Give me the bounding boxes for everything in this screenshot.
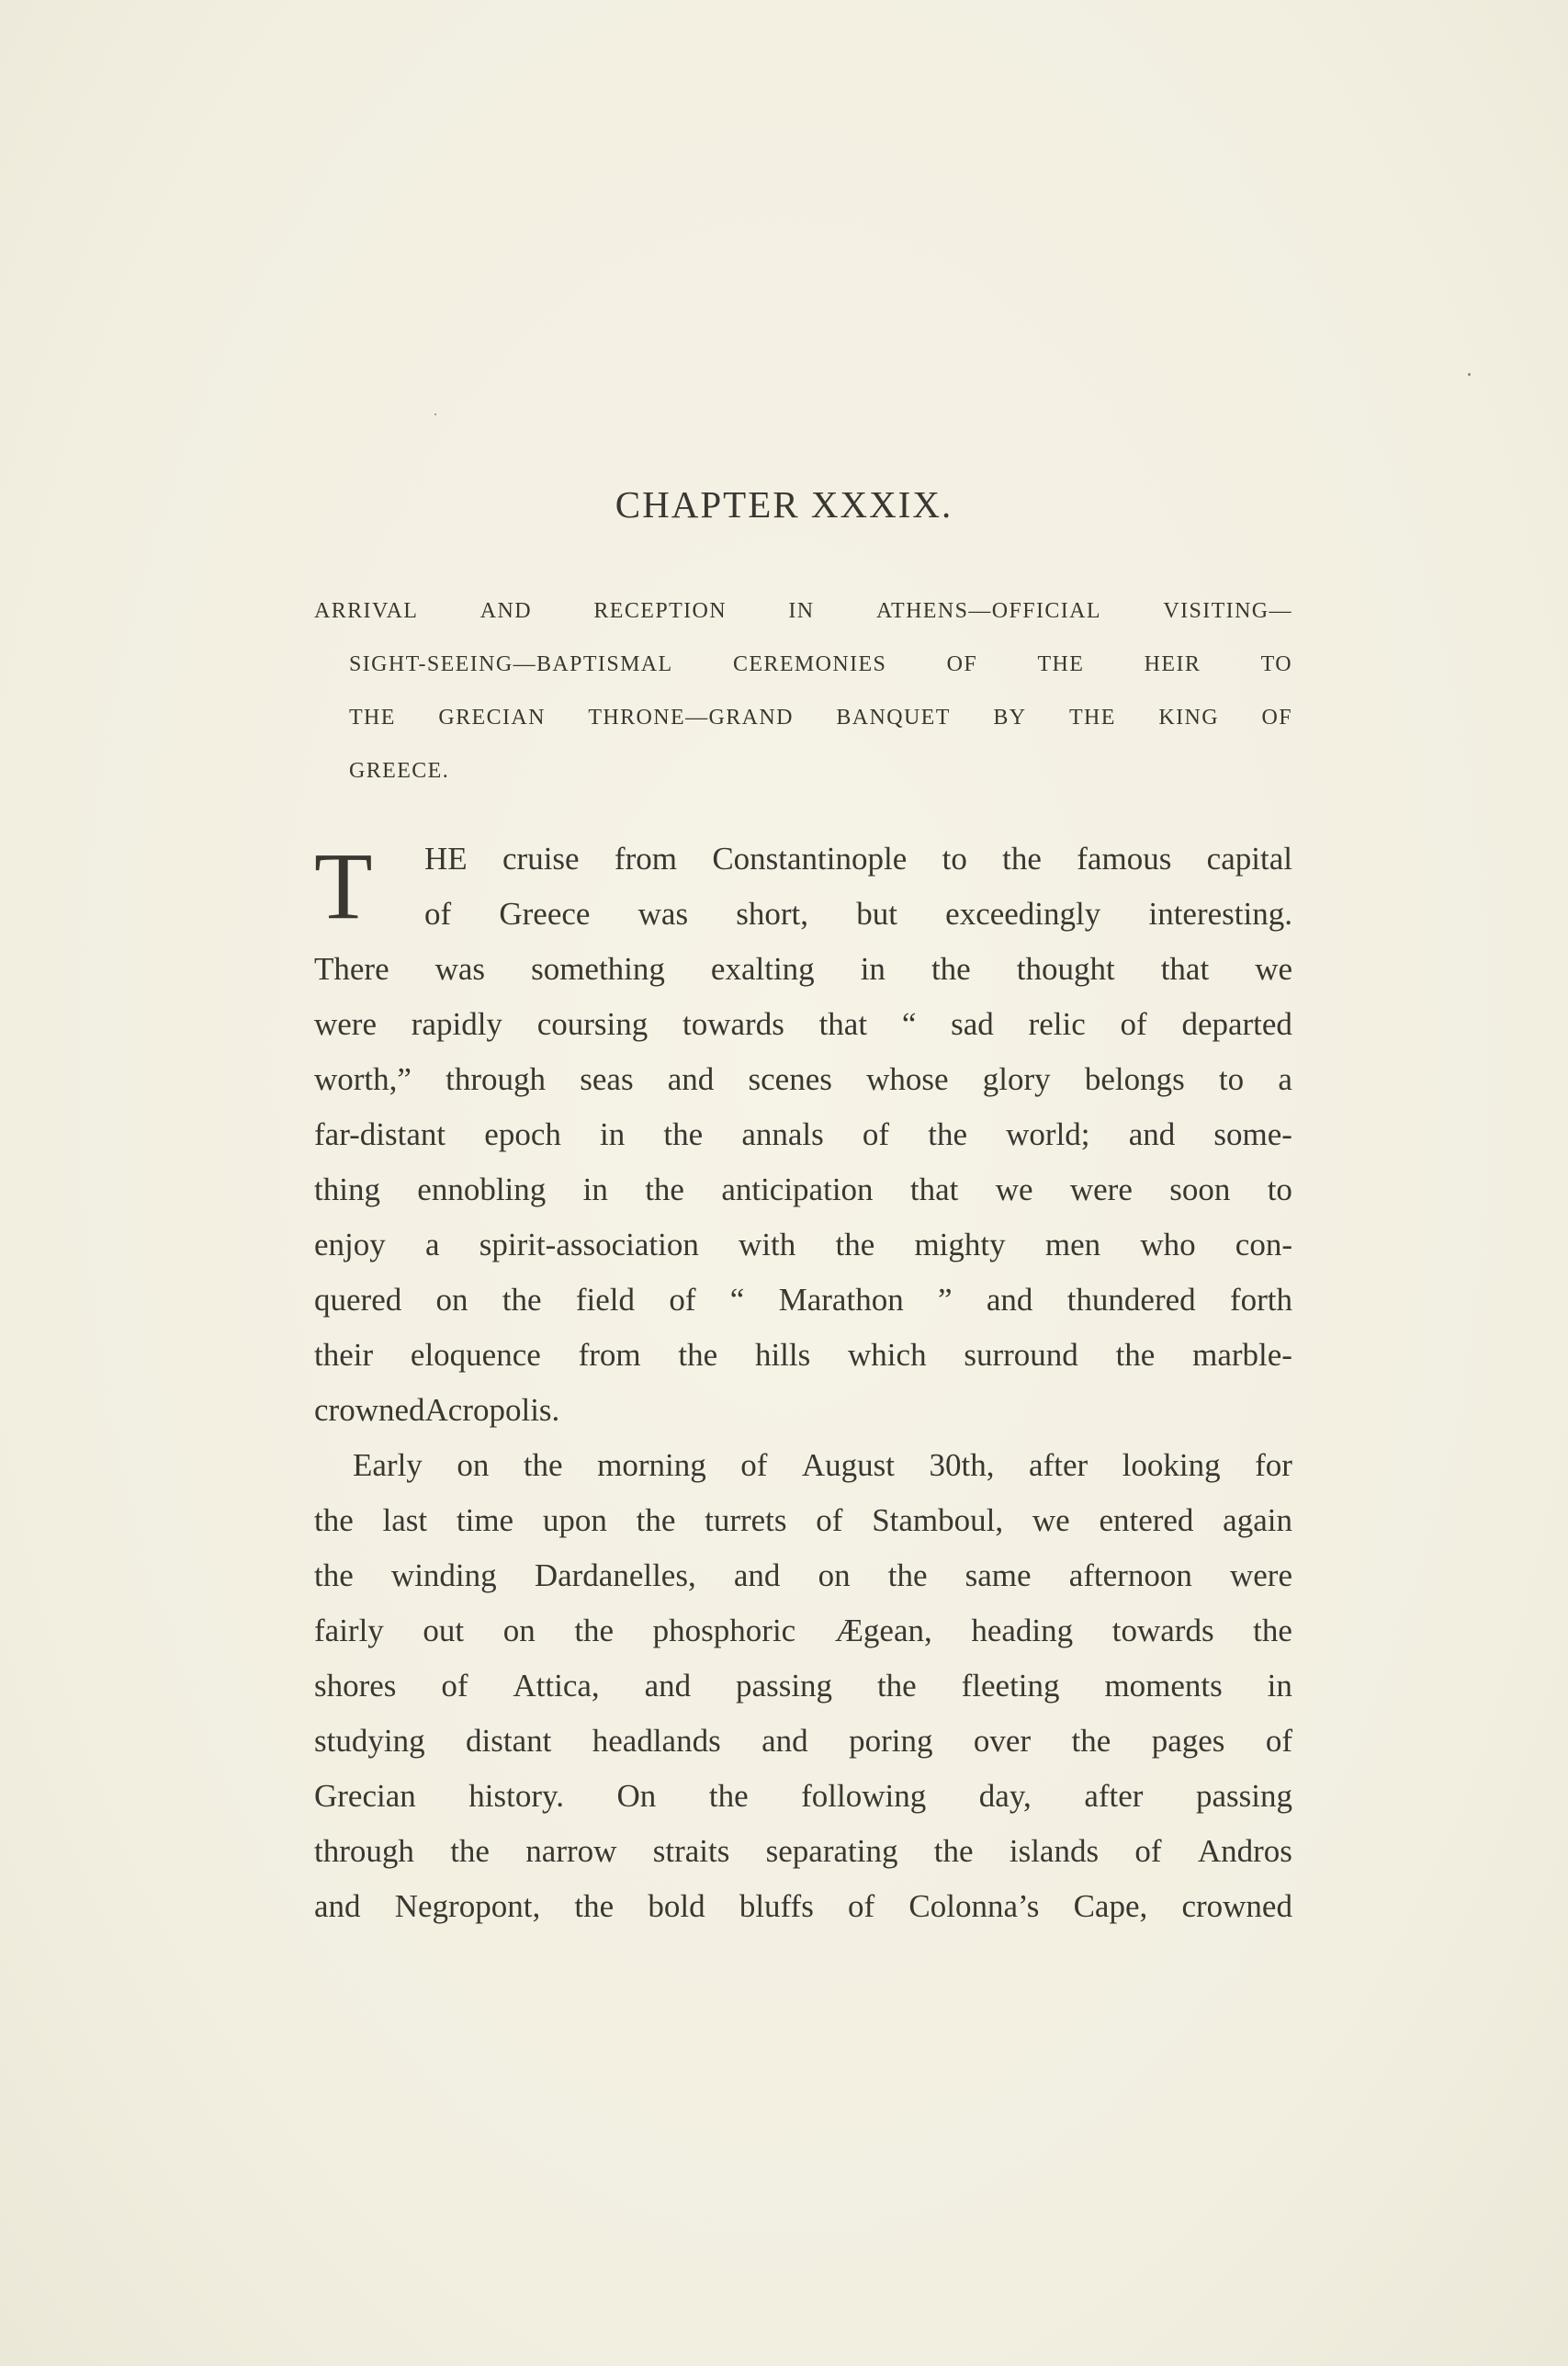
- word: capital: [1206, 841, 1292, 877]
- word: through: [314, 1833, 414, 1869]
- word: out: [423, 1613, 465, 1648]
- summary-line: [314, 584, 1292, 638]
- word: belongs: [1084, 1061, 1185, 1097]
- word: who: [1140, 1227, 1196, 1262]
- word: turrets: [705, 1502, 787, 1538]
- word: straits: [652, 1833, 730, 1869]
- text-line: [314, 832, 1292, 887]
- summary-line: [314, 638, 1292, 691]
- summary-word: OF: [946, 652, 978, 676]
- word: Attica,: [513, 1668, 600, 1704]
- word: “: [729, 1282, 745, 1318]
- word: passing: [1195, 1778, 1292, 1814]
- word: men: [1044, 1227, 1101, 1262]
- word: short,: [736, 896, 809, 932]
- word: soon: [1169, 1172, 1231, 1207]
- word: Constantinople: [712, 841, 908, 877]
- word: the: [636, 1502, 676, 1538]
- word: of: [1265, 1723, 1292, 1759]
- word: of: [441, 1668, 468, 1704]
- text-line: [314, 1328, 1292, 1383]
- summary-word: RECEPTION: [593, 599, 727, 623]
- word: seas: [580, 1061, 634, 1097]
- word: departed: [1181, 1006, 1292, 1042]
- word: last: [382, 1502, 428, 1538]
- summary-word: BY: [993, 706, 1027, 730]
- paper-speck: [1468, 373, 1471, 376]
- word: Greece: [499, 896, 591, 932]
- word: on: [457, 1447, 490, 1483]
- word: we: [995, 1172, 1033, 1207]
- summary-word: SIGHT-SEEING—BAPTISMAL: [349, 652, 673, 676]
- summary-word: IN: [788, 599, 815, 623]
- word: their: [314, 1337, 374, 1373]
- word: of: [816, 1502, 843, 1538]
- word: upon: [542, 1502, 607, 1538]
- chapter-title: CHAPTER XXXIX.: [615, 483, 953, 526]
- word: interesting.: [1148, 896, 1292, 932]
- word: was: [434, 951, 486, 987]
- summary-word: OF: [1261, 706, 1292, 730]
- text-line: [314, 1714, 1292, 1769]
- word: in: [860, 951, 886, 987]
- word: Negropont,: [394, 1888, 541, 1924]
- word: with: [739, 1227, 796, 1262]
- word: the: [678, 1337, 718, 1373]
- word: whose: [866, 1061, 949, 1097]
- word: and: [1128, 1116, 1176, 1152]
- word: following: [801, 1778, 927, 1814]
- word: of: [848, 1888, 875, 1924]
- paragraph-2: [314, 1438, 1292, 1934]
- text-line: [314, 1162, 1292, 1217]
- word: Colonna’s: [908, 1888, 1040, 1924]
- word: the: [314, 1557, 354, 1593]
- word: of: [862, 1116, 890, 1152]
- word: in: [600, 1116, 626, 1152]
- word: relic: [1028, 1006, 1086, 1042]
- word: the: [314, 1502, 354, 1538]
- word: worth,”: [314, 1061, 412, 1097]
- word: world;: [1006, 1116, 1090, 1152]
- word: Stamboul,: [872, 1502, 1004, 1538]
- text-line: [314, 1603, 1292, 1658]
- text-line: [314, 887, 1292, 942]
- word: towards: [1111, 1613, 1214, 1648]
- word: narrow: [525, 1833, 617, 1869]
- word: studying: [314, 1723, 425, 1759]
- word: the: [523, 1447, 563, 1483]
- word: in: [582, 1172, 608, 1207]
- word: bold: [648, 1888, 705, 1924]
- word: HE: [424, 841, 468, 877]
- word: from: [578, 1337, 641, 1373]
- word: heading: [971, 1613, 1074, 1648]
- word: cruise: [502, 841, 580, 877]
- word: the: [450, 1833, 490, 1869]
- word: that: [1160, 951, 1210, 987]
- text-line: [314, 1493, 1292, 1548]
- summary-word: GREECE.: [349, 759, 450, 783]
- word: the: [645, 1172, 684, 1207]
- word: were: [1069, 1172, 1133, 1207]
- word: scenes: [748, 1061, 832, 1097]
- word: entered: [1099, 1502, 1194, 1538]
- word: islands: [1009, 1833, 1100, 1869]
- word: day,: [978, 1778, 1032, 1814]
- summary-word: ARRIVAL: [314, 599, 419, 623]
- word: sad: [951, 1006, 994, 1042]
- word: the: [931, 951, 971, 987]
- word: pages: [1151, 1723, 1225, 1759]
- text-line: [314, 1052, 1292, 1107]
- word: but: [856, 896, 897, 932]
- word: the: [887, 1557, 928, 1593]
- word: “: [901, 1006, 917, 1042]
- text-line: [314, 1438, 1292, 1493]
- word: anticipation: [721, 1172, 874, 1207]
- word: exalting: [710, 951, 815, 987]
- summary-word: THE: [1068, 706, 1116, 730]
- word: winding: [390, 1557, 497, 1593]
- word: of: [1120, 1006, 1147, 1042]
- summary-word: CEREMONIES: [732, 652, 887, 676]
- word: we: [1032, 1502, 1070, 1538]
- paper-speck: [434, 413, 436, 415]
- word: annals: [741, 1116, 824, 1152]
- word: towards: [682, 1006, 784, 1042]
- word: spirit-association: [479, 1227, 699, 1262]
- chapter-body: [314, 832, 1292, 1934]
- word: Andros: [1197, 1833, 1292, 1869]
- text-line: [314, 1217, 1292, 1273]
- word: on: [435, 1282, 468, 1318]
- word: to: [1218, 1061, 1245, 1097]
- paragraph-1: [314, 832, 1292, 1438]
- word: that: [818, 1006, 868, 1042]
- word: on: [818, 1557, 851, 1593]
- word: passing: [736, 1668, 833, 1704]
- word: after: [1084, 1778, 1144, 1814]
- drop-cap: T: [314, 833, 373, 939]
- word: and: [761, 1723, 808, 1759]
- word: and: [733, 1557, 781, 1593]
- word: marble-: [1192, 1337, 1292, 1373]
- word: On: [616, 1778, 657, 1814]
- summary-word: TO: [1260, 652, 1292, 676]
- word: quered: [314, 1282, 402, 1318]
- word: Cape,: [1073, 1888, 1148, 1924]
- word: separating: [765, 1833, 898, 1869]
- word: bluffs: [739, 1888, 814, 1924]
- word: There: [314, 951, 389, 987]
- word: August: [801, 1447, 896, 1483]
- summary-line: [314, 744, 1292, 798]
- word: was: [637, 896, 689, 932]
- word: of: [424, 896, 452, 932]
- word: crowned: [1181, 1888, 1292, 1924]
- text-line: [314, 1273, 1292, 1328]
- summary-word: HEIR: [1144, 652, 1201, 676]
- word: Dardanelles,: [534, 1557, 696, 1593]
- word: history.: [468, 1778, 564, 1814]
- word: over: [973, 1723, 1032, 1759]
- word: on: [502, 1613, 536, 1648]
- summary-word: AND: [479, 599, 532, 623]
- word: distant: [466, 1723, 552, 1759]
- word: and: [644, 1668, 692, 1704]
- word: the: [835, 1227, 875, 1262]
- word: we: [1255, 951, 1292, 987]
- word: 30th,: [929, 1447, 995, 1483]
- word: the: [928, 1116, 967, 1152]
- word: far-distant: [314, 1116, 446, 1152]
- summary-word: GRECIAN: [438, 706, 546, 730]
- summary-word: BANQUET: [836, 706, 951, 730]
- word: ”: [938, 1282, 953, 1318]
- text-line: [314, 1658, 1292, 1714]
- word: again: [1223, 1502, 1292, 1538]
- word: the: [574, 1888, 615, 1924]
- word: a: [424, 1227, 440, 1262]
- summary-word: ATHENS—OFFICIAL: [875, 599, 1101, 623]
- word: to: [1267, 1172, 1292, 1207]
- word: exceedingly: [945, 896, 1101, 932]
- word: eloquence: [410, 1337, 541, 1373]
- word: and: [314, 1888, 361, 1924]
- word: thing: [314, 1172, 380, 1207]
- word: field: [575, 1282, 636, 1318]
- text-line: [314, 997, 1292, 1052]
- word: looking: [1122, 1447, 1221, 1483]
- word: famous: [1077, 841, 1172, 877]
- word: thought: [1016, 951, 1115, 987]
- summary-word: THRONE—GRAND: [588, 706, 794, 730]
- word: the: [933, 1833, 974, 1869]
- word: surround: [964, 1337, 1078, 1373]
- word: moments: [1104, 1668, 1223, 1704]
- word: the: [502, 1282, 542, 1318]
- word: the: [663, 1116, 704, 1152]
- word: the: [1071, 1723, 1111, 1759]
- word: coursing: [536, 1006, 649, 1042]
- text-line: [314, 1383, 1292, 1438]
- word: to: [942, 841, 967, 877]
- word: and: [986, 1282, 1033, 1318]
- word: after: [1029, 1447, 1089, 1483]
- word: in: [1267, 1668, 1292, 1704]
- word: the: [1253, 1613, 1292, 1648]
- summary-word: THE: [349, 706, 396, 730]
- word: mighty: [914, 1227, 1006, 1262]
- word: the: [1002, 841, 1042, 877]
- word: for: [1255, 1447, 1292, 1483]
- word: some-: [1213, 1116, 1292, 1152]
- word: epoch: [484, 1116, 561, 1152]
- text-line: [314, 1879, 1292, 1934]
- word: phosphoric: [652, 1613, 796, 1648]
- word: morning: [597, 1447, 706, 1483]
- word: were: [1229, 1557, 1292, 1593]
- text-line: [314, 942, 1292, 997]
- word: Early: [353, 1447, 423, 1483]
- summary-line: [314, 691, 1292, 744]
- word: the: [708, 1778, 749, 1814]
- word: crowned: [314, 1392, 425, 1428]
- word: shores: [314, 1668, 397, 1704]
- word: afternoon: [1068, 1557, 1192, 1593]
- word: enjoy: [314, 1227, 386, 1262]
- word: same: [964, 1557, 1032, 1593]
- word: through: [446, 1061, 547, 1097]
- word: of: [669, 1282, 696, 1318]
- word: fleeting: [961, 1668, 1060, 1704]
- word: time: [456, 1502, 514, 1538]
- word: con-: [1235, 1227, 1292, 1262]
- word: hills: [754, 1337, 811, 1373]
- word: Ægean,: [834, 1613, 932, 1648]
- word: and: [667, 1061, 715, 1097]
- word: Acropolis.: [424, 1392, 560, 1428]
- word: that: [909, 1172, 959, 1207]
- word: of: [740, 1447, 768, 1483]
- word: a: [1278, 1061, 1292, 1097]
- word: glory: [982, 1061, 1051, 1097]
- word: poring: [849, 1723, 933, 1759]
- summary-word: THE: [1037, 652, 1085, 676]
- summary-word: KING: [1158, 706, 1219, 730]
- word: which: [848, 1337, 927, 1373]
- word: fairly: [314, 1613, 384, 1648]
- word: rapidly: [411, 1006, 502, 1042]
- word: the: [876, 1668, 917, 1704]
- word: Marathon: [778, 1282, 904, 1318]
- word: forth: [1229, 1282, 1292, 1318]
- chapter-summary: [314, 584, 1292, 798]
- word: the: [574, 1613, 615, 1648]
- word: Grecian: [314, 1778, 416, 1814]
- text-line: [314, 1824, 1292, 1879]
- word: the: [1115, 1337, 1156, 1373]
- text-line: [314, 1548, 1292, 1603]
- word: headlands: [592, 1723, 721, 1759]
- word: thundered: [1066, 1282, 1196, 1318]
- word: ennobling: [417, 1172, 547, 1207]
- word: something: [531, 951, 665, 987]
- text-line: [314, 1107, 1292, 1162]
- word: from: [614, 841, 677, 877]
- summary-word: VISITING—: [1163, 599, 1292, 623]
- word: were: [314, 1006, 378, 1042]
- text-line: [314, 1769, 1292, 1824]
- word: of: [1134, 1833, 1162, 1869]
